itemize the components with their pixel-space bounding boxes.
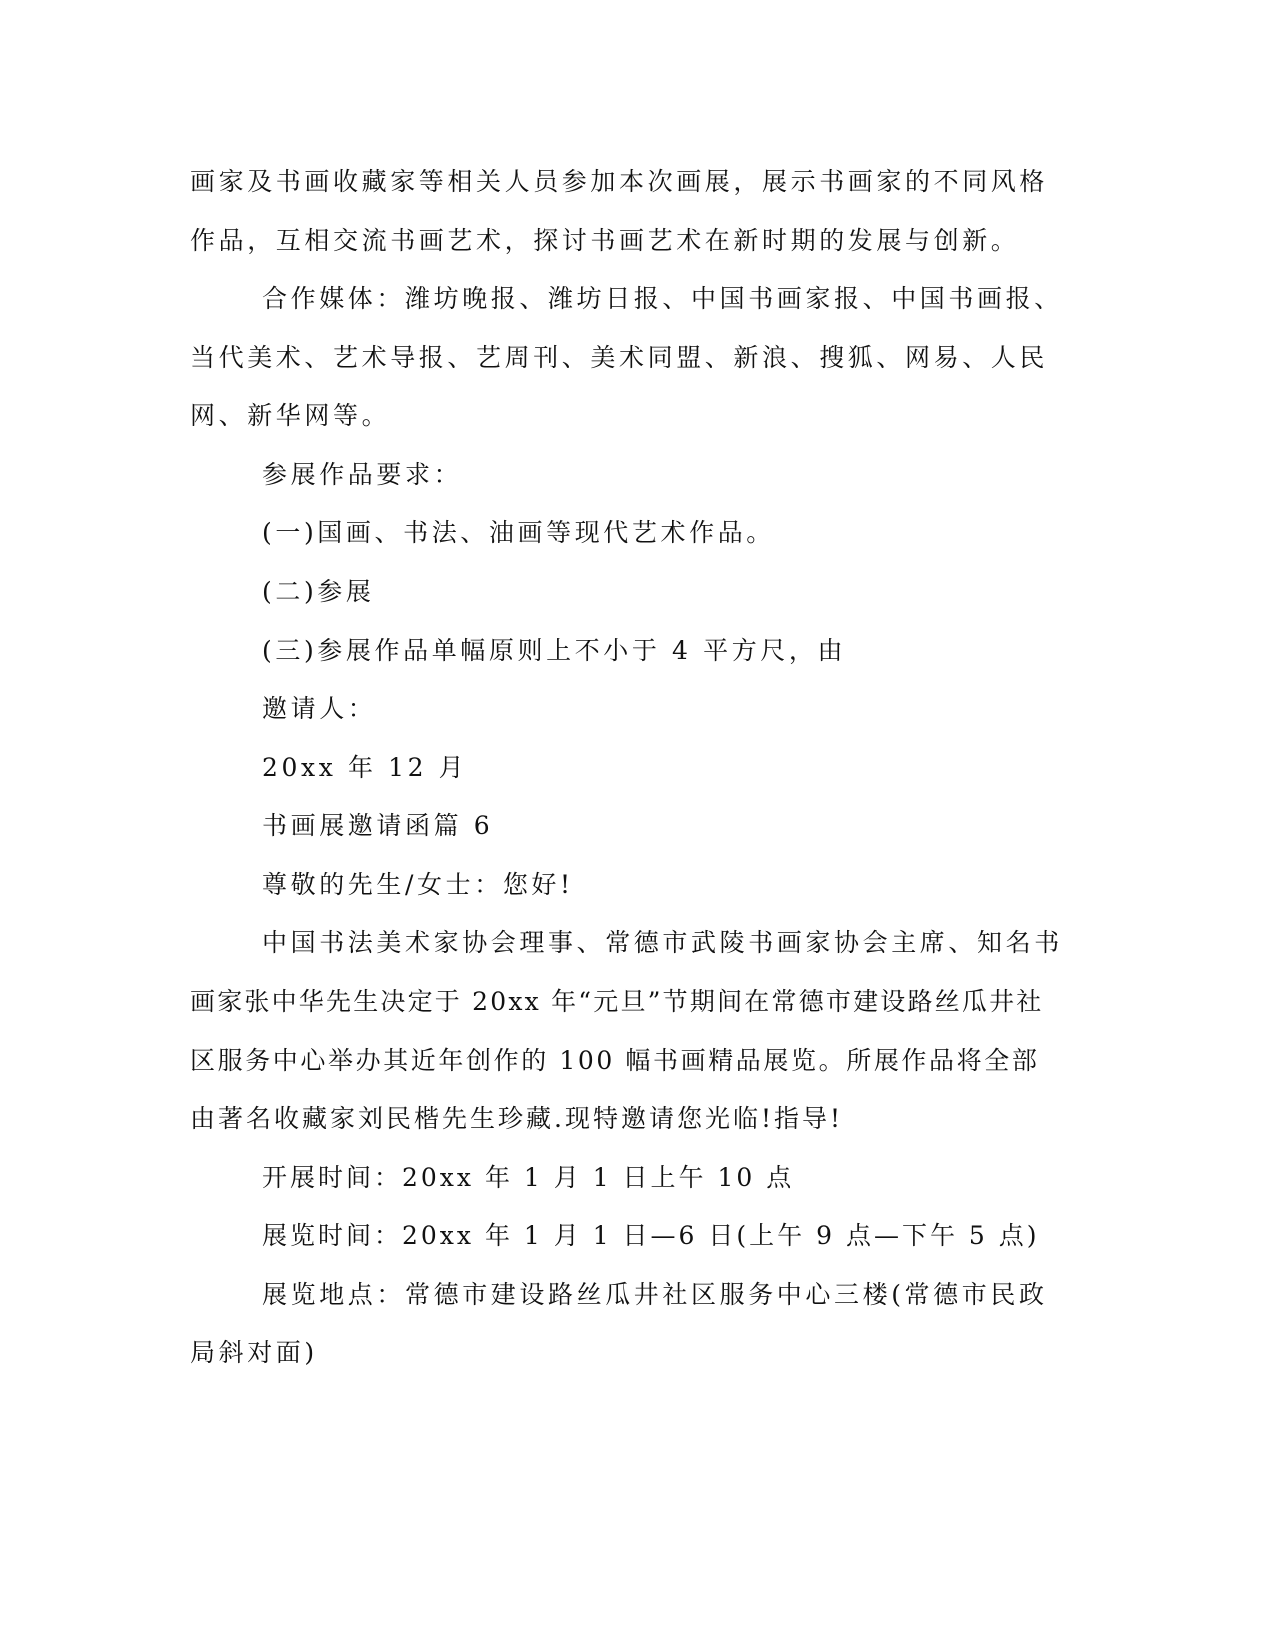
- paragraph-line: 网、新华网等。: [190, 401, 391, 430]
- salutation: 尊敬的先生/女士：您好!: [262, 870, 574, 899]
- paragraph-line: 作品，互相交流书画艺术，探讨书画艺术在新时期的发展与创新。: [190, 226, 1020, 255]
- paragraph-line: 由著名收藏家刘民楷先生珍藏.现特邀请您光临!指导!: [190, 1104, 844, 1133]
- paragraph-line: 中国书法美术家协会理事、常德市武陵书画家协会主席、知名书: [262, 928, 1063, 957]
- exhibition-time: 展览时间：20xx 年 1 月 1 日—6 日(上午 9 点—下午 5 点): [262, 1221, 1040, 1250]
- list-item: (一)国画、书法、油画等现代艺术作品。: [262, 518, 775, 547]
- list-item: (三)参展作品单幅原则上不小于 4 平方尺，由: [262, 636, 847, 665]
- paragraph-line: 局斜对面): [190, 1338, 318, 1367]
- paragraph-line: 区服务中心举办其近年创作的 100 幅书画精品展览。所展作品将全部: [190, 1046, 1040, 1075]
- date-line: 20xx 年 12 月: [262, 753, 468, 782]
- list-item: (二)参展: [262, 577, 375, 606]
- paragraph-line: 画家张中华先生决定于 20xx 年“元旦”节期间在常德市建设路丝瓜井社: [190, 987, 1044, 1016]
- paragraph-line: 合作媒体：潍坊晚报、潍坊日报、中国书画家报、中国书画报、: [262, 284, 1063, 313]
- section-title: 书画展邀请函篇 6: [262, 811, 494, 840]
- paragraph-line: 当代美术、艺术导报、艺周刊、美术同盟、新浪、搜狐、网易、人民: [190, 343, 1049, 372]
- section-heading: 参展作品要求：: [262, 460, 463, 489]
- exhibition-location: 展览地点：常德市建设路丝瓜井社区服务中心三楼(常德市民政: [262, 1280, 1048, 1309]
- inviter-label: 邀请人：: [262, 694, 377, 723]
- opening-time: 开展时间：20xx 年 1 月 1 日上午 10 点: [262, 1163, 795, 1192]
- paragraph-line: 画家及书画收藏家等相关人员参加本次画展，展示书画家的不同风格: [190, 167, 1049, 196]
